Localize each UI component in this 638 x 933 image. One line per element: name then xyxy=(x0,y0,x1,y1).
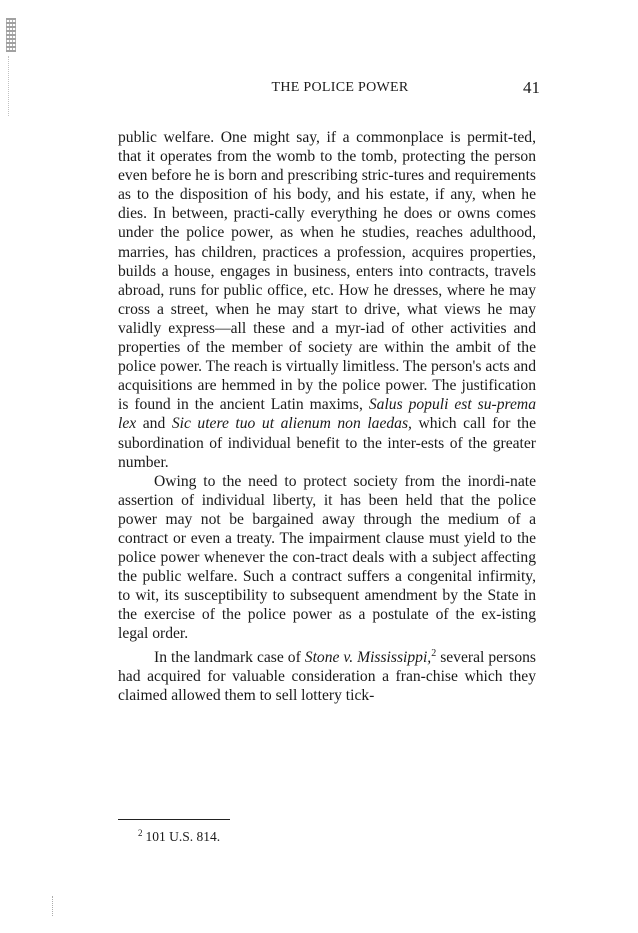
footnote xyxy=(138,828,220,845)
latin-maxim-salus: Salus populi est su-prema lex xyxy=(118,396,536,433)
scan-artifact-dots xyxy=(8,56,13,116)
footnote-text: 101 U.S. 814. xyxy=(145,829,221,844)
footnote-reference: 2 xyxy=(431,647,437,659)
running-head: THE POLICE POWER xyxy=(271,80,409,95)
paragraph-3-start: In the landmark case of xyxy=(154,648,305,666)
scan-artifact-bottom xyxy=(52,896,56,916)
footnote-marker: 2 xyxy=(138,828,143,838)
page-number: 41 xyxy=(523,78,540,97)
paragraph-3 xyxy=(118,644,536,705)
latin-maxim-sic-utere: Sic utere tuo ut alienum non laedas, xyxy=(171,415,412,433)
paragraph-2: Owing to the need to protect society from the inordi-nate assertion of individual liberty, it has been held that the police power may not be bargained away through the medium of a contract or even a treaty. The impairment clause must yield to the police power whenever the con-tract deals with a subject affecting the public welfare. Such a contract suffers a congenital infirmity, to wit, its susceptibility to subsequent amendment by the State in the exercise of the police power as a postulate of the ex-isting legal order. xyxy=(118,472,536,643)
paragraph-1 xyxy=(118,128,536,472)
paragraph-1-text: public welfare. One might say, if a commonplace is permit-ted, that it operates from the womb to the tomb, protecting the person even before he is born and prescribing stric-tures and requirements as to the disposition of his body, and his estate, if any, when he dies. In between, practi-cally everything he does or owns comes under the police power, as when he studies, reaches adulthood, marries, has children, practices a profession, acquires properties, builds a house, engages in business, enters into contracts, travels abroad, runs for public office, etc. How he dresses, where he may cross a street, when he may start to drive, what views he may validly express—all these and a myr-iad of other activities and properties of the member of society are within the ambit of the police power. The reach is virtually limitless. The person's acts and acquisitions are hemmed in by the police power. The justification is found in the ancient Latin maxims, xyxy=(118,129,536,414)
paragraph-3-end: several persons had acquired for valuable consideration a fran-chise which they claimed allowed them to sell lottery tick- xyxy=(118,648,536,704)
paragraph-1-end: which call for the subordination of individual benefit to the inter-ests of the greater number. xyxy=(118,415,536,471)
paragraph-1-conjunction: and xyxy=(136,415,172,433)
page-header xyxy=(110,80,540,104)
footnote-divider xyxy=(118,819,230,820)
case-name: Stone v. Mississippi, xyxy=(304,648,432,666)
body-text xyxy=(118,128,536,705)
scan-artifact xyxy=(6,18,16,52)
